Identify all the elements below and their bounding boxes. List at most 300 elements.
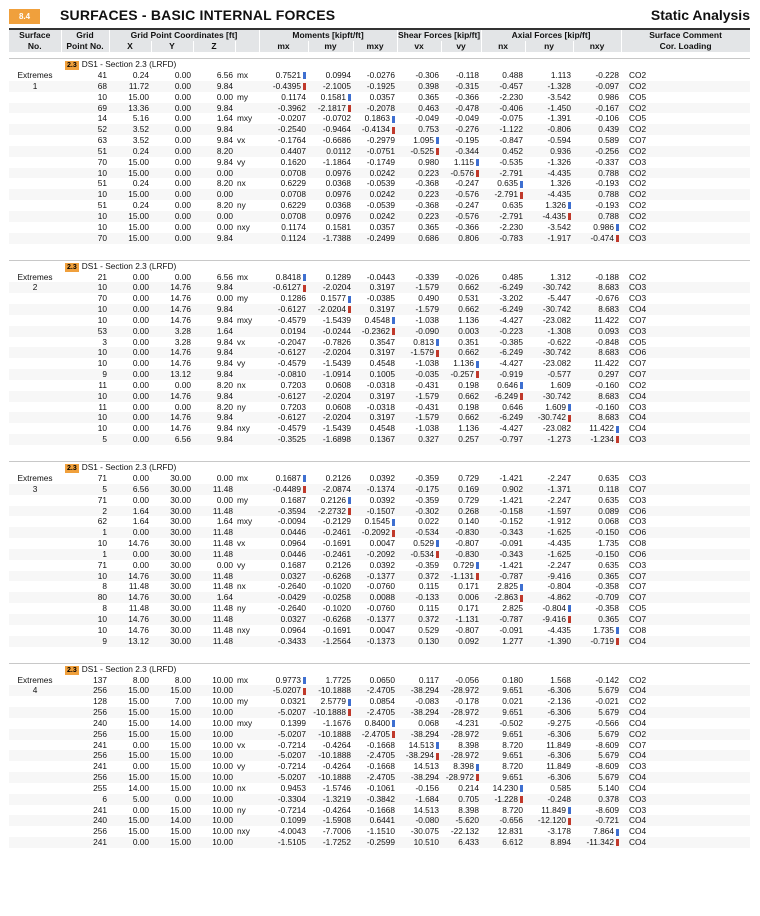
table-row [9, 740, 750, 751]
design-situation-label [9, 664, 750, 675]
extreme-type [235, 571, 259, 582]
nx-value: 2.825 [481, 581, 525, 592]
x-coord: 15.00 [109, 168, 151, 179]
z-coord: 0.00 [216, 494, 233, 505]
mx-value: 0.1687 [280, 494, 306, 505]
col-axial-group: Axial Forces [kip/ft] [481, 30, 621, 41]
surface-number: 1 [9, 81, 61, 92]
max-marker-icon [476, 361, 479, 368]
forces-table [9, 272, 750, 446]
surface-cell [9, 527, 61, 538]
max-marker-icon [348, 94, 351, 101]
y-coord: 15.00 [170, 804, 191, 815]
nx-value: -0.406 [481, 103, 525, 114]
nx-value: -2.230 [499, 221, 523, 232]
ny-value: -1.625 [525, 527, 573, 538]
surface-cell [9, 423, 61, 434]
vx-value: 0.223 [397, 189, 441, 200]
y-coord: 30.00 [170, 516, 191, 527]
col-nx: nx [481, 41, 525, 52]
vy-value: 0.198 [458, 379, 479, 390]
vx-value: -38.294 [397, 750, 441, 761]
table-row [9, 614, 750, 625]
surface-label: Extremes [17, 674, 53, 685]
surface-cell [9, 837, 61, 848]
vx-value: 0.115 [418, 581, 439, 592]
cor-loading: CO7 [629, 314, 647, 325]
nxy-value: -0.228 [595, 70, 619, 80]
vx-value: 0.117 [418, 674, 439, 685]
nx-value: 9.651 [481, 750, 525, 761]
my-value: -0.4264 [322, 761, 351, 772]
ny-value: -0.806 [525, 124, 573, 135]
my-value: -0.2461 [308, 549, 353, 560]
nxy-value: -0.193 [595, 200, 619, 211]
z-coord: 9.84 [193, 304, 235, 315]
surface-cell [9, 337, 61, 348]
nx-value: -4.427 [499, 314, 523, 325]
y-coord: 14.00 [151, 815, 193, 826]
ny-value: -23.082 [542, 314, 571, 325]
table-row [9, 402, 750, 413]
surface-cell [9, 222, 61, 233]
vx-value: -0.339 [415, 271, 439, 282]
y-coord: 30.00 [170, 603, 191, 614]
mx-value: 0.0194 [259, 326, 308, 337]
cor-loading: CO4 [621, 707, 750, 718]
surface-cell [9, 707, 61, 718]
z-coord: 9.84 [216, 156, 233, 167]
ny-value: -1.391 [547, 113, 571, 124]
vx-value: 0.813 [397, 337, 441, 348]
ny-value: -1.912 [547, 516, 571, 527]
vy-value: 8.398 [441, 761, 481, 772]
nxy-value: 1.735 [598, 538, 619, 549]
surface-section [9, 663, 750, 849]
nxy-value: 1.735 [573, 625, 621, 636]
mx-value: -0.6127 [259, 391, 308, 402]
mxy-value: 0.3197 [353, 347, 397, 358]
z-coord: 9.84 [216, 423, 233, 434]
cor-loading: CO2 [629, 178, 647, 189]
cor-loading: CO2 [629, 696, 647, 707]
x-coord: 15.00 [109, 729, 151, 740]
y-coord: 14.76 [151, 282, 193, 293]
nx-value: -2.791 [481, 189, 525, 200]
vx-value: 0.980 [418, 156, 439, 167]
vx-value: -38.294 [397, 729, 441, 740]
mxy-value: 0.0650 [369, 674, 395, 685]
mxy-value: 0.4548 [369, 423, 395, 434]
min-marker-icon [568, 818, 571, 825]
y-coord: 30.00 [170, 494, 191, 505]
vx-value: 0.022 [418, 516, 439, 527]
max-marker-icon [568, 807, 571, 814]
mx-value: 0.7203 [280, 401, 306, 412]
nxy-value: 8.683 [573, 304, 621, 315]
mxy-value: -0.0760 [366, 603, 395, 614]
table-row [9, 805, 750, 816]
y-coord: 14.00 [170, 717, 191, 728]
min-marker-icon [476, 774, 479, 781]
grid-point: 9 [61, 636, 109, 647]
ny-value: -2.247 [547, 559, 571, 570]
page-header [0, 0, 760, 30]
table-row [9, 625, 750, 636]
table-row [9, 380, 750, 391]
nx-value: -1.421 [499, 559, 523, 570]
vx-value: -30.075 [410, 826, 439, 837]
ny-value: -1.625 [525, 549, 573, 560]
col-ny: ny [525, 41, 573, 52]
y-coord: 30.00 [151, 506, 193, 517]
nx-value: 0.635 [502, 200, 523, 211]
mx-value: 0.6229 [280, 200, 306, 211]
y-coord: 30.00 [151, 527, 193, 538]
mxy-value: -0.0539 [366, 178, 395, 189]
x-coord: 15.00 [109, 685, 151, 696]
col-x: X [109, 41, 151, 52]
x-coord: 15.00 [109, 707, 151, 718]
cor-loading: CO2 [629, 674, 647, 685]
nxy-value: 5.679 [573, 772, 621, 783]
grid-point: 71 [97, 494, 107, 505]
extreme-type: ny [237, 804, 246, 815]
max-marker-icon [476, 562, 479, 569]
x-coord: 0.00 [132, 739, 149, 750]
x-coord: 15.00 [109, 750, 151, 761]
ny-value: 11.849 [546, 761, 571, 772]
mxy-value: 0.8400 [353, 718, 397, 729]
max-marker-icon [568, 404, 571, 411]
mx-value: -0.3962 [259, 103, 308, 114]
x-coord: 0.24 [132, 200, 149, 211]
x-coord: 5.16 [132, 113, 149, 124]
mx-value: -0.4489 [259, 484, 308, 495]
surface-section [9, 461, 750, 647]
surface-cell [9, 761, 61, 772]
table-row [9, 347, 750, 358]
y-coord: 7.00 [174, 696, 191, 707]
vy-value: 0.662 [441, 282, 481, 293]
nxy-value: 0.365 [573, 614, 621, 625]
vy-value: 1.115 [441, 157, 481, 168]
my-value: -10.1888 [308, 707, 353, 718]
ny-value: -9.416 [525, 614, 573, 625]
x-coord: 15.00 [128, 91, 149, 102]
z-coord: 0.00 [216, 221, 233, 232]
extreme-type: vx [237, 336, 246, 347]
vy-value: -0.315 [441, 81, 481, 92]
nx-value: -4.427 [499, 423, 523, 434]
cor-loading: CO3 [629, 761, 647, 772]
grid-point: 255 [93, 782, 107, 793]
vy-value: -5.620 [441, 815, 481, 826]
vy-value: -0.049 [455, 113, 479, 124]
nxy-value: 11.422 [594, 314, 619, 325]
x-coord: 14.76 [109, 592, 151, 603]
y-coord: 30.00 [170, 559, 191, 570]
table-row [9, 685, 750, 696]
ny-value: 1.568 [550, 674, 571, 685]
max-marker-icon [303, 475, 306, 482]
ny-value: 1.609 [525, 402, 573, 413]
surface-cell [9, 326, 61, 337]
nx-value: 0.488 [502, 70, 523, 80]
grid-point: 80 [61, 592, 109, 603]
cor-loading: CO3 [621, 794, 750, 805]
ds-badge: 2.3 [67, 465, 77, 472]
max-marker-icon [348, 296, 351, 303]
nx-value: 0.635 [481, 178, 525, 189]
x-coord: 0.00 [132, 293, 149, 304]
design-situation-label [9, 59, 750, 70]
y-coord: 30.00 [170, 624, 191, 635]
max-marker-icon [303, 72, 306, 79]
max-marker-icon [392, 317, 395, 324]
table-row [9, 761, 750, 772]
x-coord: 14.76 [109, 614, 151, 625]
x-coord: 11.48 [128, 581, 149, 592]
mx-value: 0.1687 [280, 559, 306, 570]
x-coord: 15.00 [128, 717, 149, 728]
min-marker-icon [520, 192, 523, 199]
grid-point: 8 [102, 603, 107, 614]
cor-loading: CO4 [629, 717, 647, 728]
extreme-type [235, 772, 259, 783]
nx-value: 8.720 [502, 804, 523, 815]
ds-badge: 2.3 [67, 666, 77, 674]
forces-table [9, 675, 750, 849]
mx-value: 0.0964 [280, 624, 306, 635]
y-coord: 15.00 [170, 761, 191, 772]
cor-loading: CO4 [621, 815, 750, 826]
extreme-type: vy [237, 156, 246, 167]
mxy-value: 0.3197 [353, 412, 397, 423]
min-marker-icon [476, 170, 479, 177]
grid-point: 3 [102, 336, 107, 347]
ny-value: -1.371 [525, 484, 573, 495]
mxy-value: -1.1510 [366, 826, 395, 837]
surface-cell [9, 157, 61, 168]
x-coord: 6.56 [109, 484, 151, 495]
surface-cell [9, 815, 61, 826]
nxy-value: -0.188 [595, 271, 619, 282]
x-coord: 0.00 [109, 282, 151, 293]
grid-point: 128 [93, 696, 107, 707]
extreme-type [235, 815, 259, 826]
extreme-type: ny [237, 603, 246, 614]
vy-value: -0.478 [441, 103, 481, 114]
grid-point: 11 [98, 379, 107, 390]
mx-value: -0.4395 [259, 81, 308, 92]
col-coords-group: Grid Point Coordinates [ft] [109, 30, 259, 41]
extreme-type: ny [237, 401, 246, 412]
z-coord: 9.84 [193, 391, 235, 402]
cor-loading: CO2 [621, 146, 750, 157]
nx-value: -0.385 [499, 336, 523, 347]
grid-point: 11 [98, 401, 107, 412]
surface-cell [9, 380, 61, 391]
vx-value: -0.368 [415, 178, 439, 189]
vy-value: -4.231 [455, 717, 479, 728]
mxy-value: -2.4705 [353, 772, 397, 783]
ny-value: -30.742 [525, 347, 573, 358]
x-coord: 5.00 [109, 794, 151, 805]
max-marker-icon [616, 829, 619, 836]
vy-value: -0.576 [441, 211, 481, 222]
max-marker-icon [348, 699, 351, 706]
vx-value: 0.529 [397, 538, 441, 549]
mx-value: -0.6127 [259, 304, 308, 315]
my-value: -1.5439 [322, 358, 351, 369]
nx-value: 8.720 [502, 761, 523, 772]
grid-point: 53 [61, 326, 109, 337]
mx-value: -0.3525 [259, 434, 308, 445]
ny-value: -0.248 [525, 794, 573, 805]
cor-loading: CO3 [621, 233, 750, 244]
max-marker-icon [436, 742, 439, 749]
my-value: -0.6268 [308, 571, 353, 582]
vx-value: -38.294 [397, 707, 441, 718]
y-coord: 14.76 [170, 423, 191, 434]
extreme-type [235, 146, 259, 157]
ny-value: -1.390 [525, 636, 573, 647]
min-marker-icon [616, 839, 619, 846]
nxy-value: -0.106 [595, 113, 619, 124]
mx-value: 0.1099 [259, 815, 308, 826]
mxy-value: 0.3197 [353, 391, 397, 402]
grid-point: 10 [97, 221, 107, 232]
nxy-value: 0.378 [573, 794, 621, 805]
mxy-value: -0.3842 [353, 794, 397, 805]
cor-loading: CO6 [621, 527, 750, 538]
col-mx: mx [259, 41, 308, 52]
nxy-value: 0.093 [573, 326, 621, 337]
table-row [9, 337, 750, 348]
mx-value: -0.2640 [277, 603, 306, 614]
cor-loading: CO3 [629, 473, 647, 483]
mx-value: 0.0327 [259, 571, 308, 582]
my-value: 0.0976 [308, 189, 353, 200]
my-value: 0.1577 [308, 293, 353, 304]
ny-value: -3.542 [547, 91, 571, 102]
ny-value: -6.306 [525, 729, 573, 740]
extreme-type: nxy [237, 624, 250, 635]
extreme-type [235, 636, 259, 647]
nx-value: -0.343 [481, 527, 525, 538]
min-marker-icon [348, 105, 351, 112]
extreme-type: nxy [237, 826, 250, 837]
x-coord: 0.00 [109, 412, 151, 423]
ny-value: 11.849 [546, 739, 571, 750]
x-coord: 0.00 [109, 347, 151, 358]
nx-value: 0.021 [502, 696, 523, 707]
my-value: -10.1888 [308, 729, 353, 740]
mxy-value: -0.1668 [366, 761, 395, 772]
vy-value: 0.171 [458, 581, 479, 592]
table-row [9, 484, 750, 495]
mxy-value: -0.2499 [353, 233, 397, 244]
mx-value: -0.2540 [259, 124, 308, 135]
z-coord: 9.84 [193, 124, 235, 135]
vy-value: -28.972 [441, 729, 481, 740]
my-value: -0.1691 [322, 538, 351, 549]
x-coord: 0.00 [109, 391, 151, 402]
x-coord: 15.00 [109, 189, 151, 200]
mxy-value: -2.4705 [353, 707, 397, 718]
my-value: -2.0204 [308, 347, 353, 358]
vx-value: 14.513 [413, 804, 439, 815]
extreme-type [235, 304, 259, 315]
z-coord: 10.00 [212, 717, 233, 728]
cor-loading: CO5 [629, 113, 647, 124]
table-row [9, 272, 750, 283]
forces-table [9, 70, 750, 244]
cor-loading: CO6 [621, 549, 750, 560]
vy-value: 0.003 [441, 326, 481, 337]
extreme-type: mxy [237, 516, 253, 527]
table-row [9, 571, 750, 582]
vx-value: 0.753 [397, 124, 441, 135]
y-coord: 0.00 [151, 168, 193, 179]
z-coord: 11.48 [212, 538, 233, 549]
z-coord: 11.48 [193, 636, 235, 647]
vx-value: -1.038 [415, 358, 439, 369]
grid-point: 10 [97, 358, 107, 369]
vy-value: 0.729 [458, 473, 479, 483]
my-value: -7.7006 [322, 826, 351, 837]
mx-value: 0.1687 [259, 473, 308, 484]
col-surface: Surface [9, 30, 61, 41]
surface-cell [9, 750, 61, 761]
extreme-type: mx [237, 674, 249, 685]
ny-value: -1.328 [525, 81, 573, 92]
vy-value: 0.198 [458, 401, 479, 412]
mxy-value: 0.0392 [369, 473, 395, 483]
nxy-value: -0.142 [595, 674, 619, 685]
vx-value: -1.579 [397, 304, 441, 315]
z-coord: 10.00 [193, 750, 235, 761]
x-coord: 13.36 [109, 103, 151, 114]
z-coord: 0.00 [216, 91, 233, 102]
table-row [9, 707, 750, 718]
grid-point: 1 [61, 527, 109, 538]
grid-point: 1 [61, 549, 109, 560]
my-value: 0.2126 [325, 473, 351, 483]
z-coord: 11.48 [193, 484, 235, 495]
z-coord: 0.00 [216, 559, 233, 570]
table-row [9, 103, 750, 114]
nxy-value: -11.342 [573, 837, 621, 848]
cor-loading: CO2 [629, 70, 647, 80]
nxy-value: -0.474 [573, 233, 621, 244]
grid-point: 10 [61, 614, 109, 625]
y-coord: 0.00 [151, 794, 193, 805]
vy-value: -0.247 [455, 178, 479, 189]
table-row [9, 113, 750, 124]
table-row [9, 603, 750, 614]
mx-value: 0.9773 [259, 675, 308, 686]
col-cor-loading: Cor. Loading [621, 41, 750, 52]
ny-value: 0.585 [550, 782, 571, 793]
col-grid: Grid [61, 30, 109, 41]
nx-value: 0.452 [481, 146, 525, 157]
mxy-value: 0.1005 [353, 369, 397, 380]
my-value: -0.1691 [322, 624, 351, 635]
nx-value: -0.158 [481, 506, 525, 517]
grid-point: 5 [61, 434, 109, 445]
